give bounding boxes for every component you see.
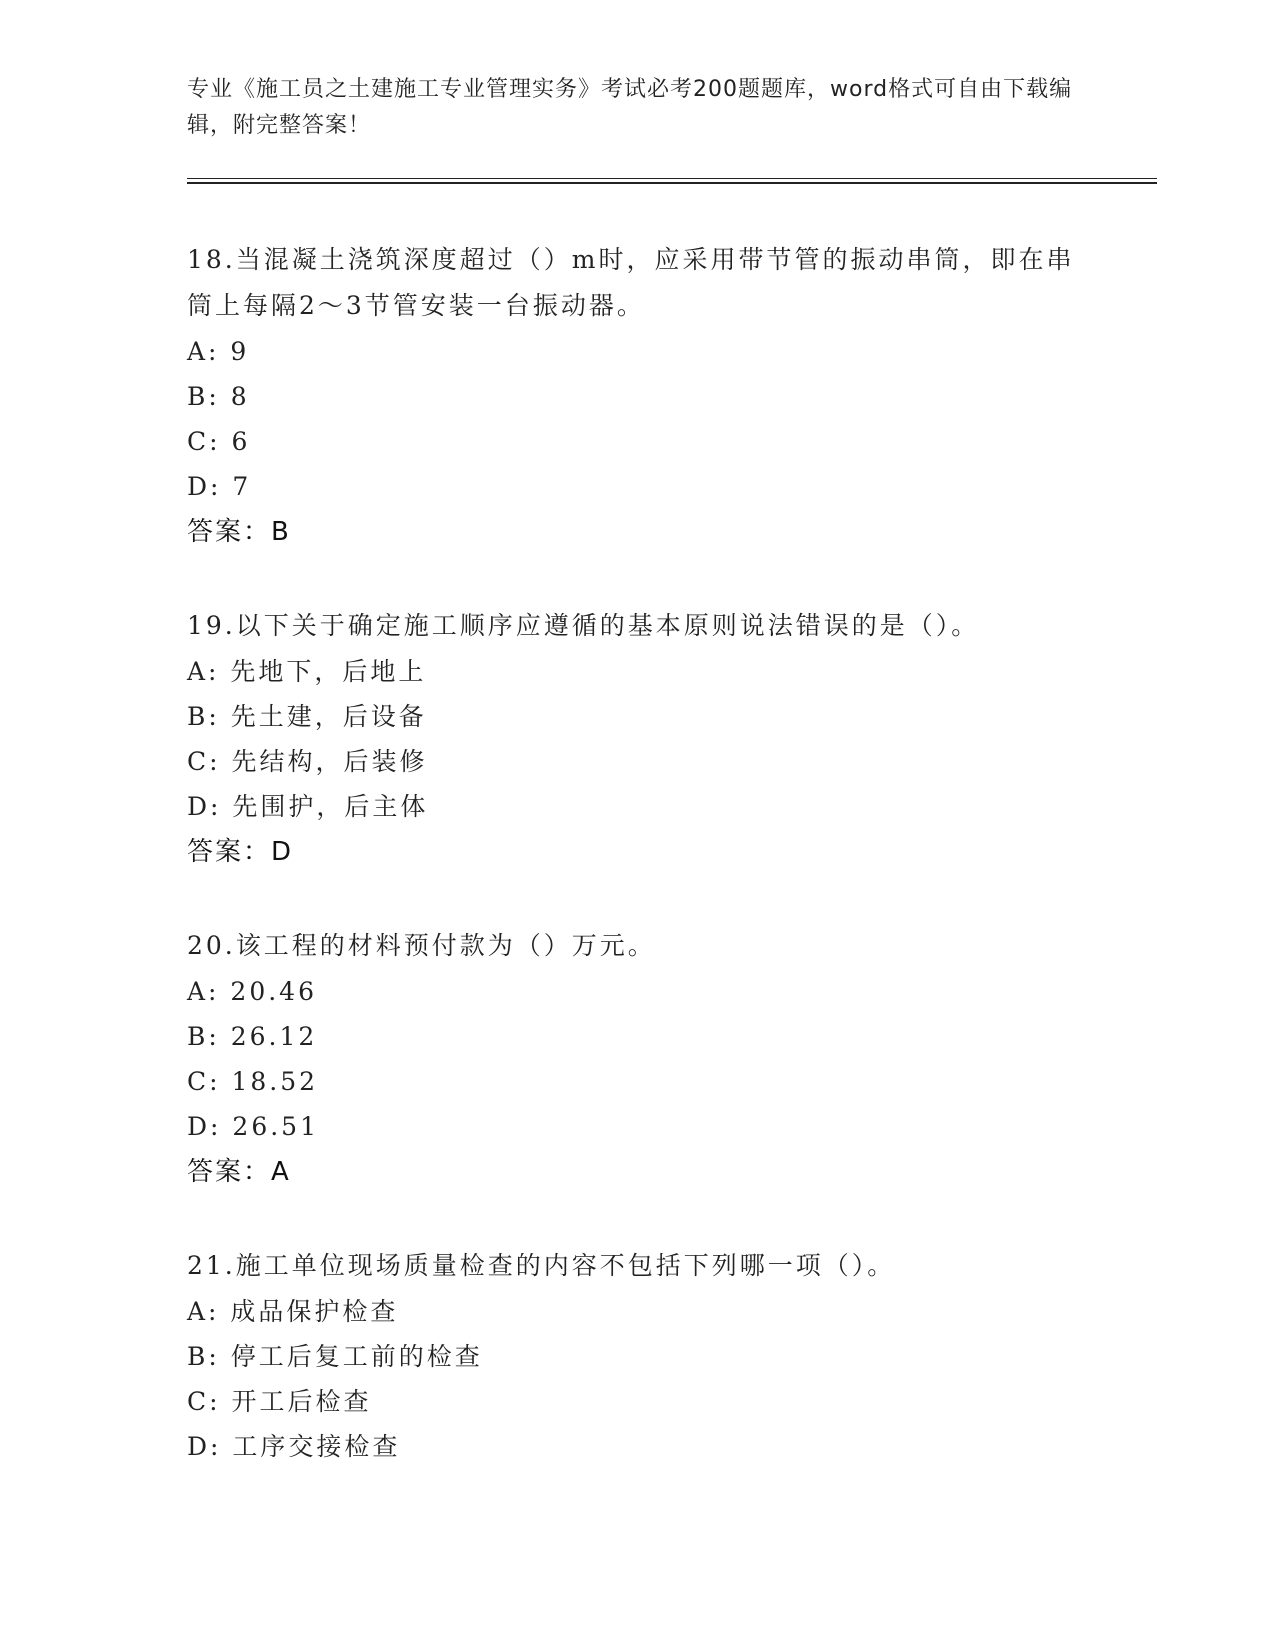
option-c: C: 先结构，后装修: [187, 747, 428, 776]
option-c: C: 18.52: [187, 1067, 319, 1096]
answer: 答案：A: [187, 1157, 291, 1187]
option-a: A: 成品保护检查: [187, 1297, 399, 1326]
answer: 答案：B: [187, 517, 291, 547]
option-a: A: 先地下，后地上: [187, 657, 427, 686]
option-d: D: 7: [187, 472, 252, 501]
option-c: C: 开工后检查: [187, 1387, 372, 1416]
question-21: [187, 1243, 1087, 1469]
question-19: [187, 603, 1087, 875]
option-a: A: 9: [187, 337, 250, 366]
question-text: 21.施工单位现场质量检查的内容不包括下列哪一项（）。: [187, 1251, 896, 1280]
option-d: D: 26.51: [187, 1112, 319, 1141]
question-text: 18.当混凝土浇筑深度超过（）m时，应采用带节管的振动串筒，即在串筒上每隔2～3节管安装一台振动器。: [187, 245, 1075, 320]
question-list: [187, 237, 1087, 1517]
answer: 答案：D: [187, 837, 294, 867]
header-divider-top: [187, 178, 1157, 179]
option-a: A: 20.46: [187, 977, 317, 1006]
question-18: [187, 237, 1087, 555]
option-d: D: 工序交接检查: [187, 1432, 401, 1461]
question-20: [187, 923, 1087, 1195]
document-header: 专业《施工员之土建施工专业管理实务》考试必考200题题库，word格式可自由下载编辑，附完整答案！: [187, 77, 1073, 138]
option-b: B: 26.12: [187, 1022, 318, 1051]
option-b: B: 先土建，后设备: [187, 702, 427, 731]
option-b: B: 8: [187, 382, 250, 411]
option-d: D: 先围护，后主体: [187, 792, 429, 821]
option-b: B: 停工后复工前的检查: [187, 1342, 483, 1371]
option-c: C: 6: [187, 427, 251, 456]
question-text: 20.该工程的材料预付款为（）万元。: [187, 931, 656, 960]
question-text: 19.以下关于确定施工顺序应遵循的基本原则说法错误的是（）。: [187, 611, 980, 640]
header-divider-bottom: [187, 182, 1157, 184]
